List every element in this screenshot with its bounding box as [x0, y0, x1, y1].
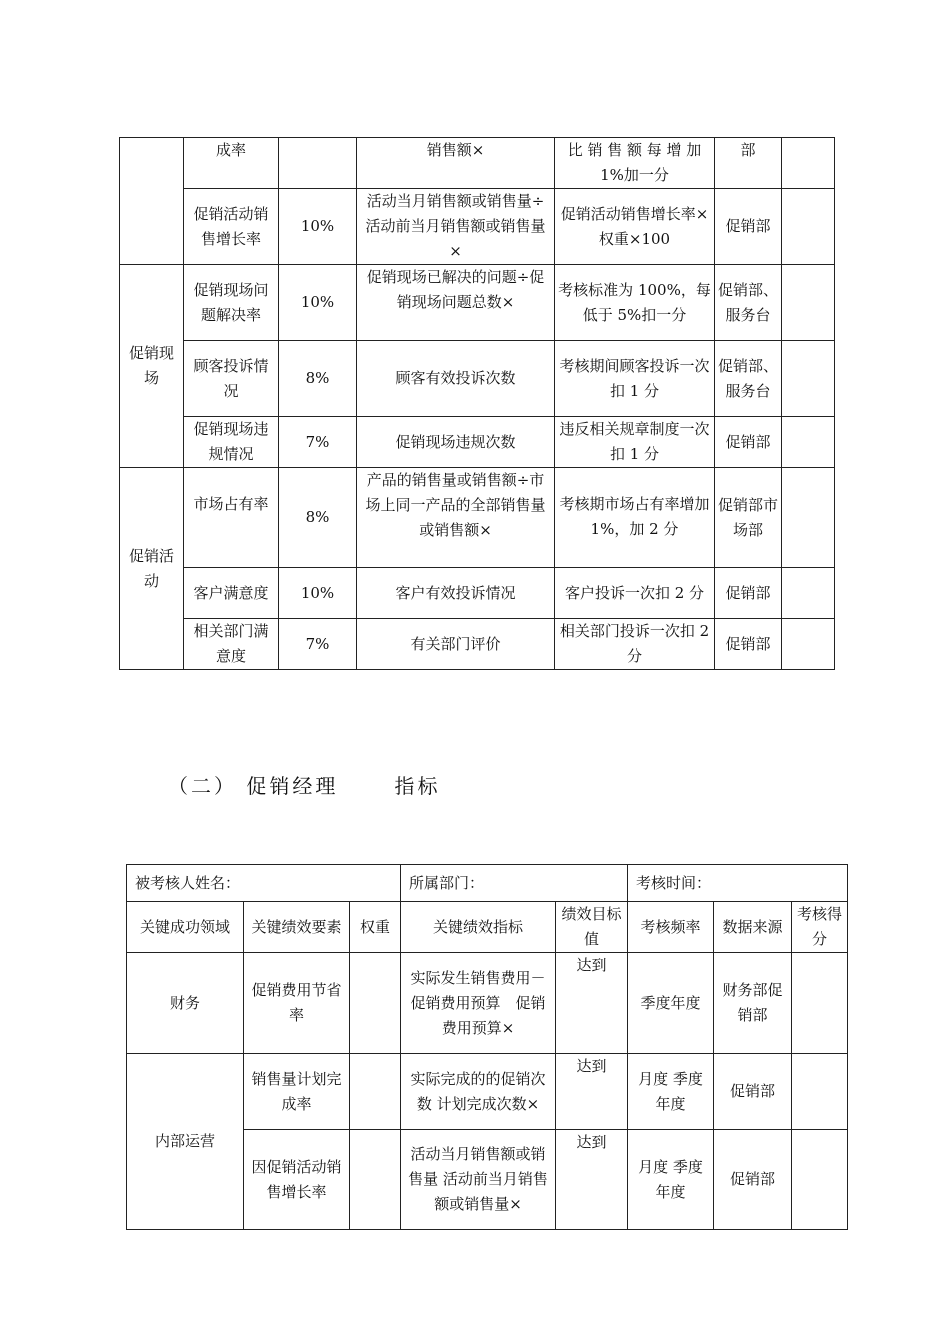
score-cell	[782, 417, 835, 468]
info-row	[127, 865, 848, 902]
formula-cell: 顾客有效投诉次数	[357, 341, 555, 417]
weight-cell	[350, 953, 401, 1054]
table-row	[120, 619, 835, 670]
kpi-name-cell: 客户满意度	[184, 568, 279, 619]
kpi-name-cell: 顾客投诉情况	[184, 341, 279, 417]
source-cell: 促销部	[715, 568, 782, 619]
section-heading: （二） 促销经理 指标	[168, 774, 441, 798]
column-header: 关键绩效指标	[401, 902, 556, 953]
weight-cell: 8%	[279, 468, 357, 568]
element-cell: 促销费用节省率	[244, 953, 350, 1054]
formula-cell: 销售额×	[357, 138, 555, 189]
weight-cell	[279, 138, 357, 189]
table-row	[127, 1054, 848, 1130]
group-label-activity: 促销活动	[120, 468, 184, 670]
time-label: 考核时间：	[628, 865, 848, 902]
element-cell: 因促销活动销售增长率	[244, 1130, 350, 1230]
group-label-site: 促销现场	[120, 265, 184, 468]
standard-cell: 考核期间顾客投诉一次扣 1 分	[555, 341, 715, 417]
kpi-table-continued	[119, 137, 835, 670]
frequency-cell: 月度 季度 年度	[628, 1054, 714, 1130]
indicator-cell: 实际发生销售费用－促销费用预算 促销费用预算×	[401, 953, 556, 1054]
target-cell: 达到	[556, 1054, 628, 1130]
table-row	[120, 417, 835, 468]
table-row	[120, 468, 835, 568]
score-cell	[792, 953, 848, 1054]
standard-cell: 相关部门投诉一次扣 2 分	[555, 619, 715, 670]
kpi-name-cell: 成率	[184, 138, 279, 189]
kpi-name-cell: 促销现场问题解决率	[184, 265, 279, 341]
column-header: 数据来源	[714, 902, 792, 953]
standard-cell: 考核标准为 100%，每低于 5%扣一分	[555, 265, 715, 341]
score-cell	[782, 189, 835, 265]
table-row	[120, 568, 835, 619]
source-cell: 促销部市场部	[715, 468, 782, 568]
standard-cell: 客户投诉一次扣 2 分	[555, 568, 715, 619]
source-cell: 促销部	[715, 619, 782, 670]
formula-cell: 促销现场违规次数	[357, 417, 555, 468]
standard-cell: 促销活动销售增长率×权重×100	[555, 189, 715, 265]
source-cell: 促销部	[715, 189, 782, 265]
table-row	[120, 341, 835, 417]
source-cell: 促销部、服务台	[715, 265, 782, 341]
source-cell: 促销部	[714, 1054, 792, 1130]
score-cell	[782, 138, 835, 189]
score-cell	[782, 568, 835, 619]
formula-cell: 促销现场已解决的问题÷促销现场问题总数×	[357, 265, 555, 341]
source-cell: 促销部、服务台	[715, 341, 782, 417]
weight-cell: 10%	[279, 265, 357, 341]
kpi-name-cell: 促销活动销售增长率	[184, 189, 279, 265]
formula-cell: 活动当月销售额或销售量÷活动前当月销售额或销售量×	[357, 189, 555, 265]
source-cell: 部	[715, 138, 782, 189]
source-cell: 促销部	[715, 417, 782, 468]
table-row	[120, 265, 835, 341]
weight-cell: 10%	[279, 568, 357, 619]
column-header: 考核频率	[628, 902, 714, 953]
kpi-name-cell: 相关部门满意度	[184, 619, 279, 670]
weight-cell: 10%	[279, 189, 357, 265]
target-cell: 达到	[556, 1130, 628, 1230]
table-row	[120, 189, 835, 265]
weight-cell: 8%	[279, 341, 357, 417]
manager-kpi-table	[126, 864, 848, 1230]
score-cell	[792, 1054, 848, 1130]
area-cell: 财务	[127, 953, 244, 1054]
table-row	[127, 953, 848, 1054]
formula-cell: 有关部门评价	[357, 619, 555, 670]
kpi-name-cell: 促销现场违规情况	[184, 417, 279, 468]
score-cell	[792, 1130, 848, 1230]
standard-cell: 考核期市场占有率增加 1%，加 2 分	[555, 468, 715, 568]
column-header: 绩效目标值	[556, 902, 628, 953]
header-row	[127, 902, 848, 953]
dept-label: 所属部门：	[401, 865, 628, 902]
source-cell: 促销部	[714, 1130, 792, 1230]
name-label: 被考核人姓名：	[127, 865, 401, 902]
indicator-cell: 活动当月销售额或销售量 活动前当月销售额或销售量×	[401, 1130, 556, 1230]
target-cell: 达到	[556, 953, 628, 1054]
column-header: 权重	[350, 902, 401, 953]
standard-cell: 违反相关规章制度一次扣 1 分	[555, 417, 715, 468]
weight-cell: 7%	[279, 417, 357, 468]
score-cell	[782, 468, 835, 568]
area-cell: 内部运营	[127, 1054, 244, 1230]
indicator-cell: 实际完成的的促销次数 计划完成次数×	[401, 1054, 556, 1130]
column-header: 关键成功领域	[127, 902, 244, 953]
table-row	[120, 138, 835, 189]
column-header: 关键绩效要素	[244, 902, 350, 953]
formula-cell: 产品的销售量或销售额÷市场上同一产品的全部销售量或销售额×	[357, 468, 555, 568]
kpi-name-cell: 市场占有率	[184, 468, 279, 568]
formula-cell: 客户有效投诉情况	[357, 568, 555, 619]
score-cell	[782, 265, 835, 341]
weight-cell: 7%	[279, 619, 357, 670]
weight-cell	[350, 1130, 401, 1230]
element-cell: 销售量计划完成率	[244, 1054, 350, 1130]
score-cell	[782, 341, 835, 417]
source-cell: 财务部促销部	[714, 953, 792, 1054]
frequency-cell: 季度年度	[628, 953, 714, 1054]
weight-cell	[350, 1054, 401, 1130]
column-header: 考核得分	[792, 902, 848, 953]
frequency-cell: 月度 季度 年度	[628, 1130, 714, 1230]
score-cell	[782, 619, 835, 670]
group-cell	[120, 138, 184, 265]
standard-cell: 比 销 售 额 每 增 加1%加一分	[555, 138, 715, 189]
